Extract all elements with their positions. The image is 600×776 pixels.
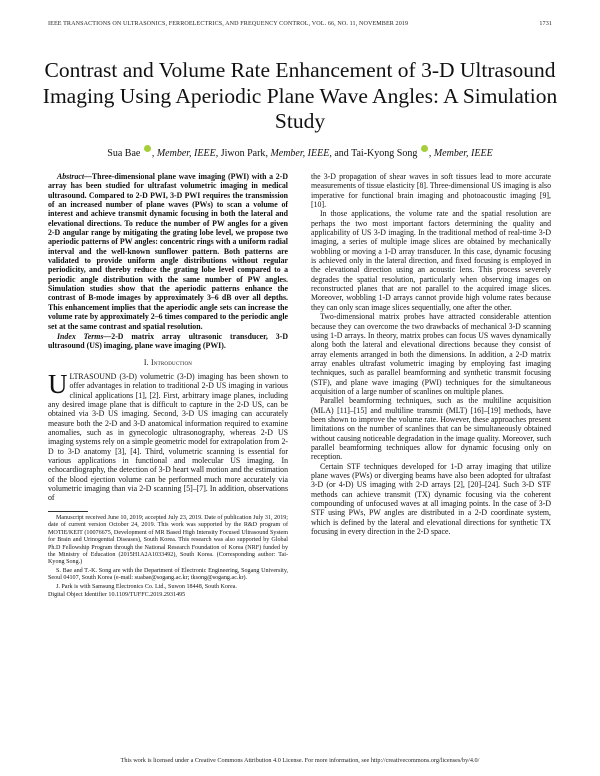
index-terms-text: 2-D matrix array ultrasonic transducer, 3-D ultrasound (US) imaging, plane wave imaging (PWI). [48,331,288,351]
body-paragraph: Parallel beamforming techniques, such as the multiline acquisition (MLA) [11]–[15] and multiline transmit (MLT) [16]–[19] methods, have been shown to improve the volume rate. However, these approaches present limitations on the number of scanlines that can be simultaneously obtained without causing noticeable degradation in the image quality. Moreover, such parallel beamforming techniques allow for dynamic focusing only on reception. [311,396,551,462]
abstract-text: Three-dimensional plane wave imaging (PWI) with a 2-D array has been studied for ultrafast volumetric imaging in medical ultrasound. Compared to 2-D PWI, 3-D PWI requires the transmission of an increased number of plane waves (PWs) to scan a volume of interest and achieve transmit dynamic focusing in both the lateral and elevational directions. To reduce the number of PW angles for a given 2-D angular range by mitigating the grating lobe level, we propose two aperiodic patterns of PW angles: concentric rings with a uniform radial interval and the well-known sunflower pattern. Both patterns are validated to provide uniform angle distributions without regular periodicity, and thereby reduce the grating lobe level compared to a periodic angle distribution with the same number of PW angles. Simulation studies show that the aperiodic patterns enhance the contrast of B-mode images by approximately 3–6 dB over all depths. This enhancement implies that the aperiodic angle sets can increase the volume rate by approximately 2–6 times compared to the periodic angle set at the same contrast and spatial resolution. [48,172,288,331]
abstract-label: Abstract— [57,172,92,181]
orcid-icon[interactable] [144,145,151,152]
footnote-affiliation: S. Bae and T.-K. Song are with the Department of Electronic Engineering, Sogang University, Seoul 04107, South Korea (e-mail: suabae@sogang.ac.kr; tksong@sogang.ac.kr). [48,567,288,582]
journal-header: IEEE TRANSACTIONS ON ULTRASONICS, FERROELECTRICS, AND FREQUENCY CONTROL, VOL. 66, NO. 11, NOVEMBER 2019 [48,21,409,27]
index-terms [48,332,288,351]
author-name: Tai-Kyong Song [351,148,418,159]
body-paragraph: Two-dimensional matrix probes have attracted considerable attention because they can overcome the two drawbacks of mechanical 3-D scanning using 1-D arrays. In theory, matrix probes can focus US waves dynamically along both the lateral and elevational directions because they consist of array elements arranged in both the dimensions. In addition, a 2-D matrix array enables ultrafast volumetric imaging by employing fast imaging techniques, such as parallel beamforming and synthetic transmit focusing (STF), and plane wave imaging (PWI) techniques for the simultaneous acquisition of a large number of scanlines on multiple planes. [311,312,551,396]
body-paragraph: Certain STF techniques developed for 1-D array imaging that utilize plane waves (PWs) or diverging beams have also been adopted for ultrafast 3-D (or 4-D) US imaging with 2-D arrays [2], [20]–[24]. Such 3-D STF methods can achieve transmit (TX) dynamic focusing via the coherent compounding of unfocused waves at all imaging points. In the case of 3-D STF using PWs, PW angles are distributed in a 2-D coordinate system, which is defined by the lateral and elevational directions for synthetic TX focusing in every direction in the 2-D space. [311,461,551,537]
right-column [311,172,551,536]
drop-cap: U [48,368,68,399]
author-role: Member, IEEE [270,148,330,159]
footnote-doi: Digital Object Identifier 10.1109/TUFFC.2019.2931495 [48,592,186,599]
author-line: Sua Bae , Member, IEEE, Jiwon Park, Member, IEEE, and Tai-Kyong Song , Member, IEEE [40,145,560,160]
body-paragraph: the 3-D propagation of shear waves in soft tissues lead to more accurate measurements of tissue elasticity [8]. Three-dimensional US imaging is also imperative for functional brain imaging and photoacoustic imaging [9], [10]. [311,172,551,210]
orcid-icon[interactable] [421,145,428,152]
page-number: 1731 [539,21,552,27]
paper-title: Contrast and Volume Rate Enhancement of 3-D Ultrasound Imaging Using Aperiodic Plane Wave Angles: A Simulation Study [42,58,558,133]
footnote-manuscript: Manuscript received June 10, 2019; accepted July 23, 2019. Date of publication July 31, 2019; date of current version October 24, 2019. This work was supported by the R&D program of MOTIE/KEIT (10076675, Development of MR Based High Intensity Focused Ultrasound System for Brain and Urinogenital Diseases), South Korea. This research was also supported by Global Ph.D Fellowship Program through the National Research Foundation of Korea (NRF) funded by the Ministry of Education (2015H1A2A1033492), South Korea. (Corresponding author: Tai-Kyong Song.) [48,514,288,566]
author-role: Member, IEEE [156,148,216,159]
index-terms-label: Index Terms— [57,331,112,341]
author-name: Jiwon Park [220,148,266,159]
footnote-affiliation: J. Park is with Samsung Electronics Co. Ltd., Suwon 18448, South Korea. [56,583,237,590]
author-name: Sua Bae [107,148,141,159]
author-role: Member, IEEE [433,148,493,159]
running-head [48,21,552,27]
section-heading: I. Introduction [143,357,193,367]
intro-paragraph: ULTRASOUND (3-D) volumetric (3-D) imaging has been shown to offer advantages in relation to traditional 2-D US imaging in various clinical applications [1], [2]. First, arbitrary image planes, including any desired image plane that is difficult to capture in the 2-D US, can be obtained via 3-D US imaging. Second, 3-D US imaging can accurately measure both the 2-D and 3-D anatomical information required to examine anomalies, such as in gynecologic ultrasonography, whereas 2-D US imaging systems rely on a simple geometric model for extrapolation from 2-D to 3-D anatomy [3], [4]. Third, volumetric scanning is essential for various applications in functional and molecular US imaging. In echocardiography, the detection of 3-D heart wall motion and the estimation of the blood ejection volume can be performed much more accurately via volumetric imaging than via 2-D scanning [5]–[7]. In addition, observations of [48,368,288,503]
footnote-divider [48,511,88,512]
license-notice: This work is licensed under a Creative Commons Attribution 4.0 License. For more information, see http://creativecommons.org/licenses/by/4.0/ [120,757,480,764]
abstract [48,172,288,331]
left-column [48,172,288,601]
body-paragraph: In those applications, the volume rate and the spatial resolution are perhaps the two most important factors determining the quality and applicability of US 3-D imaging. In the traditional method of real-time 3-D imaging, a series of multiple image slices are obtained by mechanically wobbling or moving a 1-D array transducer. In this case, dynamic focusing is achieved only in the lateral direction, and fixed focusing is employed in the elevational direction using an acoustic lens. This process severely degrades the spatial resolution, particularly when observing images on reconstructed planes that are not parallel to the acquired image slices. Moreover, wobbling 1-D arrays cannot provide high volume rates because they can only scan image slices sequentially, one after the other. [311,209,551,312]
